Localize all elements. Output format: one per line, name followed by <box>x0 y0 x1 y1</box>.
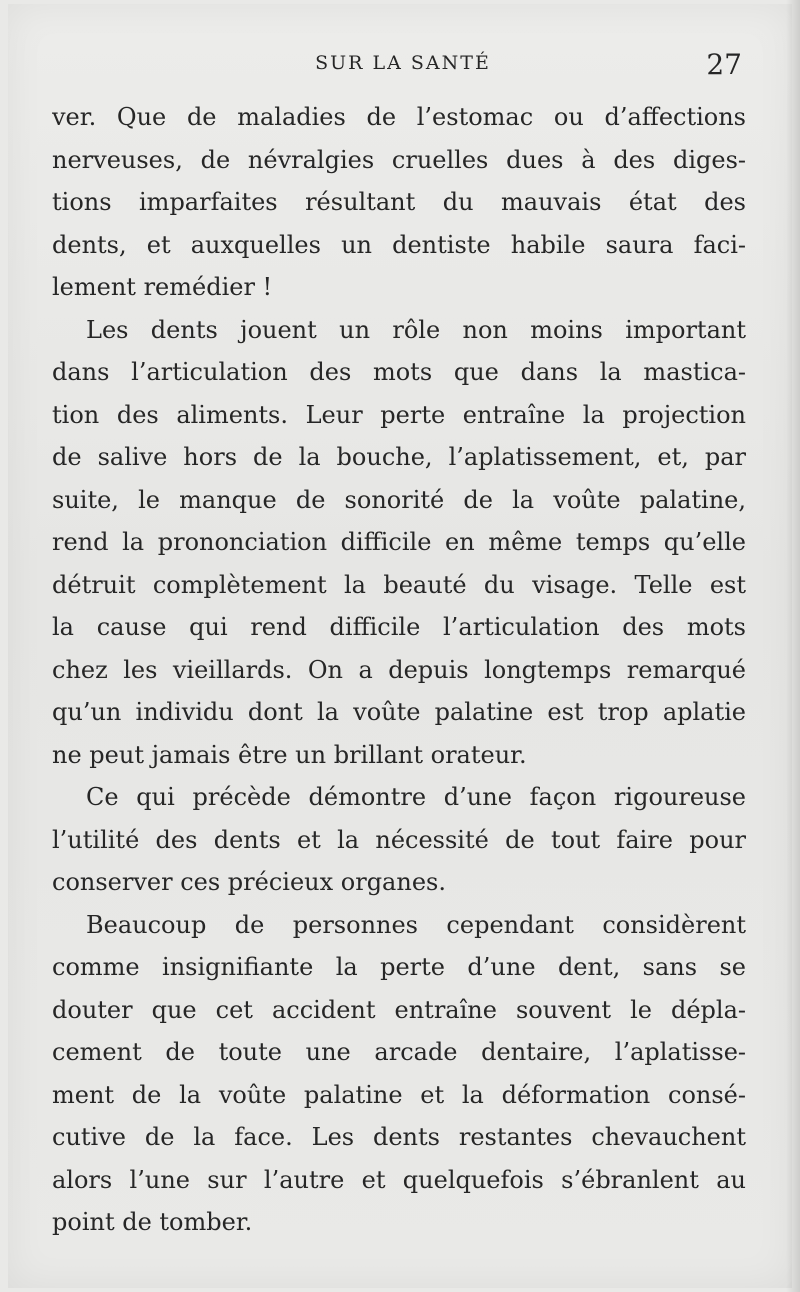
text-body <box>52 96 746 1244</box>
text-line: ver. Que de maladies de l’estomac ou d’affections <box>52 103 746 131</box>
page-header <box>0 48 800 88</box>
text-line: rend la prononciation difficile en même temps qu’elle <box>52 528 746 556</box>
text-line: détruit complètement la beauté du visage. Telle est <box>52 570 746 599</box>
text-line: tions imparfaites résultant du mauvais état des <box>52 188 746 216</box>
paragraph <box>52 904 746 1244</box>
text-line: Les dents jouent un rôle non moins important <box>86 315 746 344</box>
text-line: lement remédier ! <box>52 273 273 301</box>
text-line: conserver ces précieux organes. <box>52 868 446 896</box>
text-line: Beaucoup de personnes cependant considèrent <box>86 910 746 939</box>
text-line: point de tomber. <box>52 1208 253 1236</box>
text-line: nerveuses, de névralgies cruelles dues à des diges- <box>52 145 746 174</box>
text-line: suite, le manque de sonorité de la voûte palatine, <box>52 485 746 514</box>
text-line: chez les vieillards. On a depuis longtemps remarqué <box>52 655 746 684</box>
text-line: cutive de la face. Les dents restantes chevauchent <box>52 1123 746 1151</box>
page-number: 27 <box>706 48 742 81</box>
text-line: douter que cet accident entraîne souvent le dépla- <box>52 995 746 1024</box>
text-line: l’utilité des dents et la nécessité de tout faire pour <box>52 825 746 854</box>
page-edge-shadow <box>786 0 800 1292</box>
text-line: tion des aliments. Leur perte entraîne la projection <box>52 400 746 429</box>
text-line: ne peut jamais être un brillant orateur. <box>52 740 527 769</box>
paragraph <box>52 96 746 309</box>
text-line: qu’un individu dont la voûte palatine est trop aplatie <box>52 698 746 726</box>
text-line: dans l’articulation des mots que dans la mastica- <box>52 358 746 386</box>
text-line: dents, et auxquelles un dentiste habile saura faci- <box>52 230 746 259</box>
text-line: la cause qui rend difficile l’articulation des mots <box>52 613 746 641</box>
text-line: comme insignifiante la perte d’une dent, sans se <box>52 953 746 981</box>
text-line: Ce qui précède démontre d’une façon rigoureuse <box>86 783 746 811</box>
text-line: alors l’une sur l’autre et quelquefois s’ébranlent au <box>52 1165 746 1194</box>
text-line: ment de la voûte palatine et la déformation consé- <box>52 1080 746 1109</box>
paragraph <box>52 776 746 904</box>
running-title: SUR LA SANTÉ <box>315 52 491 74</box>
paragraph <box>52 309 746 777</box>
text-line: cement de toute une arcade dentaire, l’aplatisse- <box>52 1038 746 1066</box>
text-line: de salive hors de la bouche, l’aplatissement, et, par <box>52 443 746 471</box>
